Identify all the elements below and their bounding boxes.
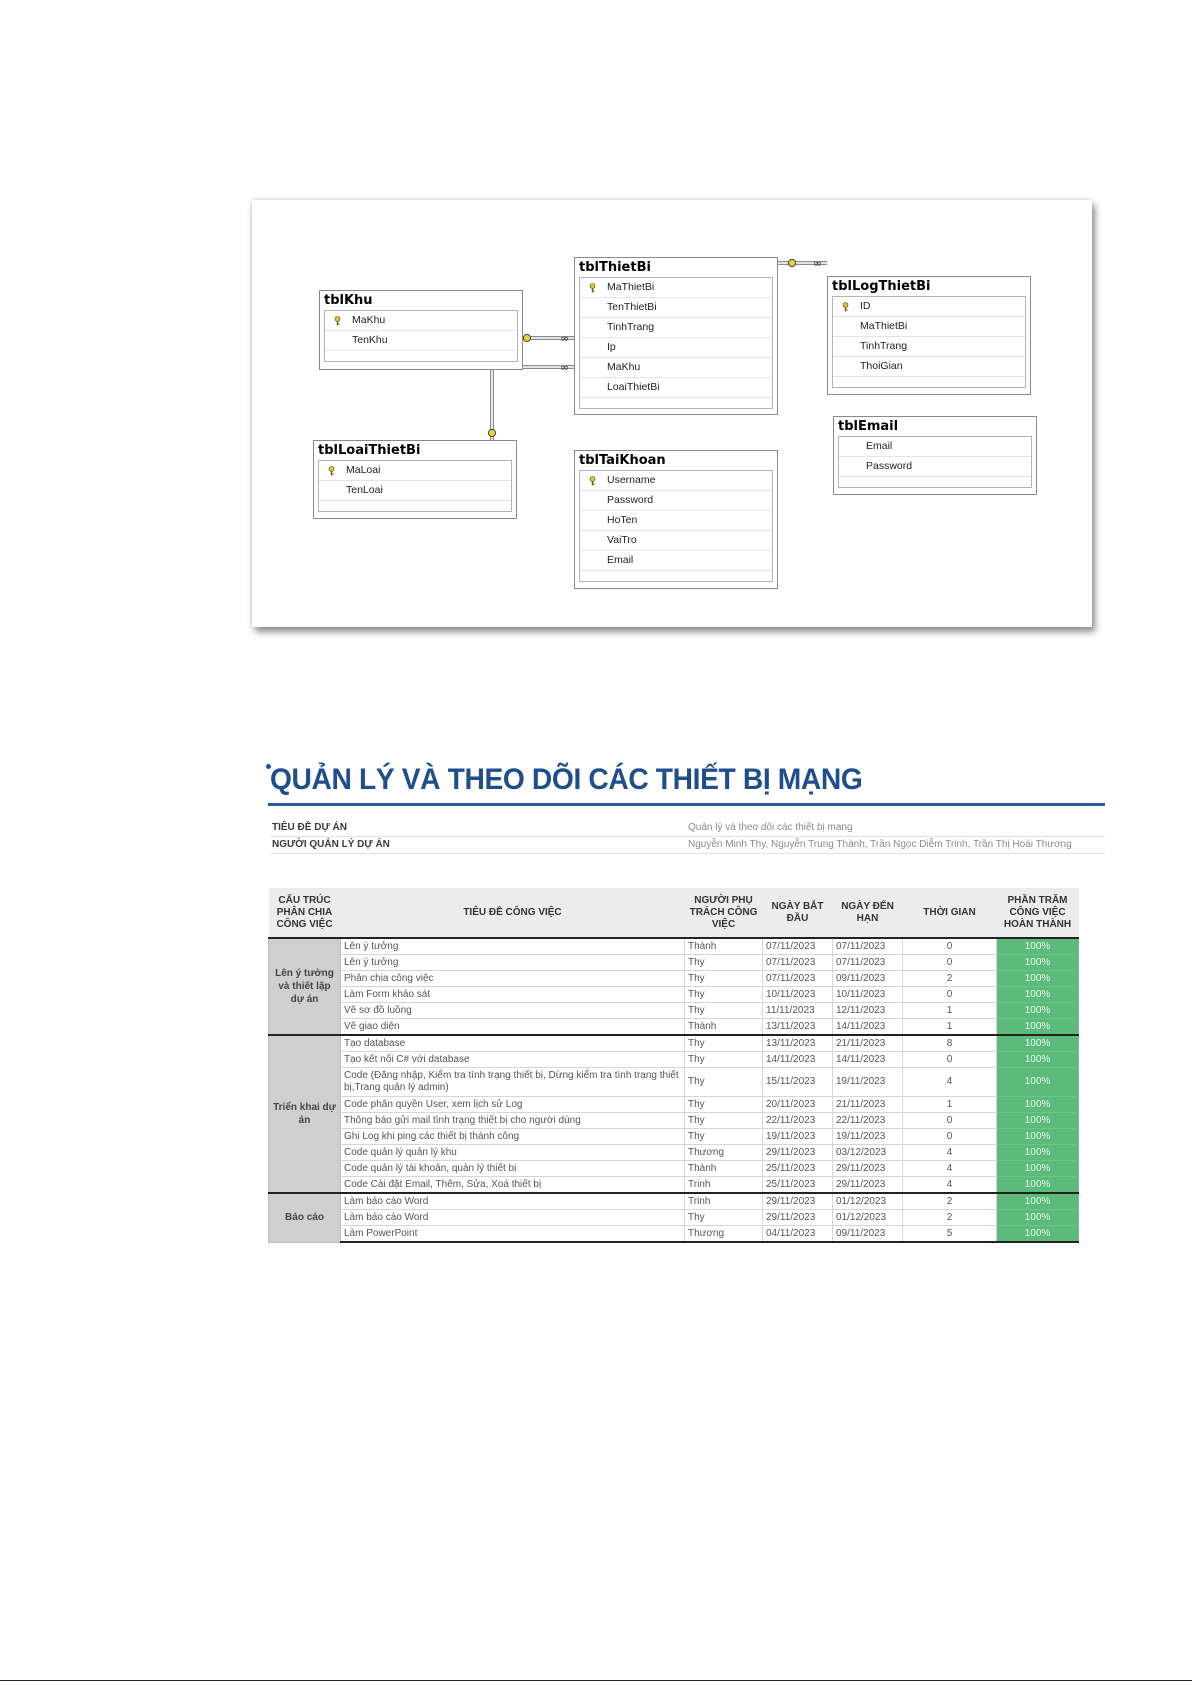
duration-cell: 4 bbox=[903, 1068, 997, 1097]
column-row bbox=[580, 491, 772, 511]
percent-complete-cell: 100% bbox=[997, 1210, 1079, 1226]
percent-complete-cell: 100% bbox=[997, 1019, 1079, 1036]
info-label: TIÊU ĐỀ DỰ ÁN bbox=[272, 822, 347, 833]
primary-key-icon bbox=[588, 476, 597, 486]
task-cell: Vẽ giao diện bbox=[341, 1019, 685, 1036]
owner-cell: Thy bbox=[685, 1035, 763, 1052]
column-label: LoaiThietBi bbox=[607, 381, 660, 393]
one-end-key-icon bbox=[523, 334, 530, 341]
column-label: ThoiGian bbox=[860, 360, 903, 372]
due-date-cell: 12/11/2023 bbox=[833, 1003, 903, 1019]
column-row bbox=[580, 551, 772, 571]
due-date-cell: 29/11/2023 bbox=[833, 1161, 903, 1177]
column-row bbox=[580, 318, 772, 338]
duration-cell: 1 bbox=[903, 1003, 997, 1019]
column-row bbox=[580, 511, 772, 531]
owner-cell: Thương bbox=[685, 1226, 763, 1243]
duration-cell: 0 bbox=[903, 938, 997, 955]
start-date-cell: 11/11/2023 bbox=[763, 1003, 833, 1019]
table-padding bbox=[833, 377, 1025, 387]
owner-cell: Thy bbox=[685, 955, 763, 971]
percent-complete-cell: 100% bbox=[997, 1052, 1079, 1068]
owner-cell: Thành bbox=[685, 1019, 763, 1036]
relationship-line bbox=[492, 367, 574, 440]
duration-cell: 2 bbox=[903, 1210, 997, 1226]
page-title: QUẢN LÝ VÀ THEO DÕI CÁC THIẾT BỊ MẠNG bbox=[270, 763, 863, 796]
table-columns bbox=[579, 470, 773, 582]
due-date-cell: 01/12/2023 bbox=[833, 1193, 903, 1210]
table-title: tblLogThietBi bbox=[832, 279, 931, 294]
table-header-row bbox=[269, 888, 1079, 938]
column-label: ID bbox=[860, 300, 871, 312]
start-date-cell: 25/11/2023 bbox=[763, 1161, 833, 1177]
table-padding bbox=[319, 501, 511, 511]
start-date-cell: 29/11/2023 bbox=[763, 1193, 833, 1210]
table-columns bbox=[324, 310, 518, 362]
owner-cell: Thy bbox=[685, 1068, 763, 1097]
owner-cell: Thy bbox=[685, 1003, 763, 1019]
duration-cell: 0 bbox=[903, 1129, 997, 1145]
table-padding bbox=[580, 398, 772, 408]
due-date-cell: 19/11/2023 bbox=[833, 1129, 903, 1145]
start-date-cell: 07/11/2023 bbox=[763, 938, 833, 955]
one-end-key-icon bbox=[488, 429, 495, 436]
many-end-infinity-icon: ∞ bbox=[813, 257, 823, 270]
duration-cell: 2 bbox=[903, 1193, 997, 1210]
table-columns bbox=[318, 460, 512, 512]
task-cell: Tạo database bbox=[341, 1035, 685, 1052]
due-date-cell: 19/11/2023 bbox=[833, 1068, 903, 1097]
owner-cell: Trinh bbox=[685, 1193, 763, 1210]
column-header-owner: NGƯỜI PHỤ TRÁCH CÔNG VIỆC bbox=[685, 888, 763, 938]
column-label: Email bbox=[866, 440, 893, 452]
due-date-cell: 09/11/2023 bbox=[833, 971, 903, 987]
column-label: VaiTro bbox=[607, 534, 637, 546]
table-padding bbox=[580, 571, 772, 581]
start-date-cell: 14/11/2023 bbox=[763, 1052, 833, 1068]
table-row bbox=[269, 1035, 1079, 1052]
table-title: tblTaiKhoan bbox=[579, 453, 666, 468]
info-label: NGƯỜI QUẢN LÝ DỰ ÁN bbox=[272, 839, 390, 850]
column-header-start: NGÀY BẮT ĐẦU bbox=[763, 888, 833, 938]
many-end-infinity-icon: ∞ bbox=[560, 332, 570, 345]
column-label: TenThietBi bbox=[607, 301, 657, 313]
column-header-percent: PHẦN TRĂM CÔNG VIỆC HOÀN THÀNH bbox=[997, 888, 1079, 938]
percent-complete-cell: 100% bbox=[997, 1145, 1079, 1161]
table-row bbox=[269, 1052, 1079, 1068]
owner-cell: Thy bbox=[685, 1129, 763, 1145]
title-underline bbox=[268, 803, 1105, 806]
due-date-cell: 21/11/2023 bbox=[833, 1035, 903, 1052]
column-label: Password bbox=[866, 460, 913, 472]
one-end-key-icon bbox=[788, 259, 795, 266]
percent-complete-cell: 100% bbox=[997, 1113, 1079, 1129]
table-row bbox=[269, 987, 1079, 1003]
start-date-cell: 13/11/2023 bbox=[763, 1019, 833, 1036]
column-label: Password bbox=[607, 494, 654, 506]
due-date-cell: 14/11/2023 bbox=[833, 1052, 903, 1068]
start-date-cell: 07/11/2023 bbox=[763, 971, 833, 987]
info-value: Nguyễn Minh Thy, Nguyễn Trung Thành, Trần Ngọc Diễm Trinh, Trần Thị Hoài Thương bbox=[688, 839, 1072, 850]
table-columns bbox=[838, 436, 1032, 488]
er-diagram bbox=[252, 200, 1092, 627]
percent-complete-cell: 100% bbox=[997, 1161, 1079, 1177]
column-row bbox=[839, 437, 1031, 457]
table-row bbox=[269, 1113, 1079, 1129]
column-label: TenKhu bbox=[352, 334, 388, 346]
column-row bbox=[580, 378, 772, 398]
table-tblKhu[interactable] bbox=[319, 290, 523, 370]
table-padding bbox=[325, 351, 517, 361]
table-row bbox=[269, 938, 1079, 955]
owner-cell: Thành bbox=[685, 938, 763, 955]
column-row bbox=[580, 358, 772, 378]
start-date-cell: 10/11/2023 bbox=[763, 987, 833, 1003]
table-tblEmail[interactable] bbox=[833, 416, 1037, 495]
start-date-cell: 29/11/2023 bbox=[763, 1210, 833, 1226]
task-cell: Vẽ sơ đồ luồng bbox=[341, 1003, 685, 1019]
owner-cell: Thy bbox=[685, 971, 763, 987]
table-row bbox=[269, 1210, 1079, 1226]
column-label: MaKhu bbox=[352, 314, 386, 326]
percent-complete-cell: 100% bbox=[997, 938, 1079, 955]
start-date-cell: 15/11/2023 bbox=[763, 1068, 833, 1097]
table-row bbox=[269, 1177, 1079, 1194]
task-cell: Thông báo gửi mail tình trạng thiết bị cho người dùng bbox=[341, 1113, 685, 1129]
table-row bbox=[269, 1129, 1079, 1145]
column-label: Username bbox=[607, 474, 656, 486]
primary-key-icon bbox=[327, 466, 336, 476]
primary-key-icon bbox=[333, 316, 342, 326]
percent-complete-cell: 100% bbox=[997, 1003, 1079, 1019]
task-cell: Ghi Log khi ping các thiết bị thành công bbox=[341, 1129, 685, 1145]
column-label: TenLoai bbox=[346, 484, 383, 496]
duration-cell: 0 bbox=[903, 987, 997, 1003]
group-cell: Báo cáo bbox=[269, 1193, 341, 1242]
table-tblLogThietBi[interactable] bbox=[827, 276, 1031, 395]
start-date-cell: 20/11/2023 bbox=[763, 1097, 833, 1113]
due-date-cell: 14/11/2023 bbox=[833, 1019, 903, 1036]
owner-cell: Thy bbox=[685, 1052, 763, 1068]
owner-cell: Thành bbox=[685, 1161, 763, 1177]
due-date-cell: 09/11/2023 bbox=[833, 1226, 903, 1243]
task-cell: Lên ý tưởng bbox=[341, 955, 685, 971]
table-row bbox=[269, 955, 1079, 971]
column-row bbox=[325, 331, 517, 351]
column-label: MaLoai bbox=[346, 464, 381, 476]
column-label: MaThietBi bbox=[860, 320, 908, 332]
column-row bbox=[580, 298, 772, 318]
start-date-cell: 29/11/2023 bbox=[763, 1145, 833, 1161]
table-row bbox=[269, 1193, 1079, 1210]
task-cell: Phân chia công việc bbox=[341, 971, 685, 987]
many-end-infinity-icon: ∞ bbox=[560, 361, 570, 374]
start-date-cell: 19/11/2023 bbox=[763, 1129, 833, 1145]
column-label: TinhTrang bbox=[860, 340, 908, 352]
column-row bbox=[833, 317, 1025, 337]
duration-cell: 5 bbox=[903, 1226, 997, 1243]
task-cell: Làm báo cáo Word bbox=[341, 1193, 685, 1210]
task-cell: Code Cài đặt Email, Thêm, Sửa, Xoá thiết bị bbox=[341, 1177, 685, 1194]
column-label: HoTen bbox=[607, 514, 638, 526]
task-cell: Làm báo cáo Word bbox=[341, 1210, 685, 1226]
due-date-cell: 07/11/2023 bbox=[833, 938, 903, 955]
group-cell: Triển khai dự án bbox=[269, 1035, 341, 1193]
table-row bbox=[269, 1097, 1079, 1113]
percent-complete-cell: 100% bbox=[997, 971, 1079, 987]
column-header-duration: THỜI GIAN bbox=[903, 888, 997, 938]
table-columns bbox=[832, 296, 1026, 388]
percent-complete-cell: 100% bbox=[997, 1226, 1079, 1243]
column-label: Ip bbox=[607, 341, 616, 353]
duration-cell: 0 bbox=[903, 955, 997, 971]
due-date-cell: 01/12/2023 bbox=[833, 1210, 903, 1226]
start-date-cell: 25/11/2023 bbox=[763, 1177, 833, 1194]
task-cell: Tạo kết nối C# với database bbox=[341, 1052, 685, 1068]
start-date-cell: 07/11/2023 bbox=[763, 955, 833, 971]
table-row bbox=[269, 1145, 1079, 1161]
column-row bbox=[325, 311, 517, 331]
table-tblThietBi[interactable] bbox=[574, 257, 778, 415]
relationship-line-inner bbox=[492, 367, 574, 440]
start-date-cell: 04/11/2023 bbox=[763, 1226, 833, 1243]
due-date-cell: 22/11/2023 bbox=[833, 1113, 903, 1129]
task-cell: Làm Form khảo sát bbox=[341, 987, 685, 1003]
column-label: TinhTrang bbox=[607, 321, 655, 333]
task-cell: Code (Đăng nhập, Kiểm tra tình trạng thiết bị, Dừng kiểm tra tình trạng thiết bị,Trang quản lý admin) bbox=[341, 1068, 685, 1097]
column-header-task: TIÊU ĐỀ CÔNG VIỆC bbox=[341, 888, 685, 938]
table-tblLoaiThietBi[interactable] bbox=[313, 440, 517, 519]
percent-complete-cell: 100% bbox=[997, 987, 1079, 1003]
start-date-cell: 13/11/2023 bbox=[763, 1035, 833, 1052]
task-cell: Làm PowerPoint bbox=[341, 1226, 685, 1243]
column-row bbox=[580, 278, 772, 298]
duration-cell: 4 bbox=[903, 1161, 997, 1177]
table-title: tblLoaiThietBi bbox=[318, 443, 421, 458]
duration-cell: 1 bbox=[903, 1097, 997, 1113]
column-row bbox=[319, 481, 511, 501]
column-label: Email bbox=[607, 554, 634, 566]
owner-cell: Thy bbox=[685, 1113, 763, 1129]
group-cell: Lên ý tưởng và thiết lập dự án bbox=[269, 938, 341, 1035]
task-cell: Lên ý tưởng bbox=[341, 938, 685, 955]
table-row bbox=[269, 1019, 1079, 1036]
start-date-cell: 22/11/2023 bbox=[763, 1113, 833, 1129]
table-title: tblEmail bbox=[838, 419, 899, 434]
owner-cell: Trinh bbox=[685, 1177, 763, 1194]
owner-cell: Thy bbox=[685, 1210, 763, 1226]
table-row bbox=[269, 1226, 1079, 1243]
percent-complete-cell: 100% bbox=[997, 955, 1079, 971]
duration-cell: 0 bbox=[903, 1113, 997, 1129]
owner-cell: Thy bbox=[685, 987, 763, 1003]
table-row bbox=[269, 971, 1079, 987]
percent-complete-cell: 100% bbox=[997, 1097, 1079, 1113]
primary-key-icon bbox=[588, 283, 597, 293]
column-row bbox=[580, 338, 772, 358]
duration-cell: 8 bbox=[903, 1035, 997, 1052]
percent-complete-cell: 100% bbox=[997, 1177, 1079, 1194]
primary-key-icon bbox=[841, 302, 850, 312]
column-row bbox=[833, 337, 1025, 357]
info-value: Quản lý và theo dõi các thiết bị mạng bbox=[688, 822, 853, 833]
task-cell: Code phân quyền User, xem lịch sử Log bbox=[341, 1097, 685, 1113]
table-title: tblThietBi bbox=[579, 260, 651, 275]
table-columns bbox=[579, 277, 773, 409]
due-date-cell: 07/11/2023 bbox=[833, 955, 903, 971]
duration-cell: 0 bbox=[903, 1052, 997, 1068]
column-row bbox=[833, 297, 1025, 317]
project-title-row bbox=[270, 820, 1105, 837]
column-row bbox=[580, 471, 772, 491]
duration-cell: 4 bbox=[903, 1177, 997, 1194]
due-date-cell: 10/11/2023 bbox=[833, 987, 903, 1003]
column-row bbox=[833, 357, 1025, 377]
table-row bbox=[269, 1068, 1079, 1097]
due-date-cell: 03/12/2023 bbox=[833, 1145, 903, 1161]
page-bottom-rule bbox=[0, 1680, 1192, 1681]
column-row bbox=[580, 531, 772, 551]
table-row bbox=[269, 1161, 1079, 1177]
column-label: MaKhu bbox=[607, 361, 641, 373]
column-label: MaThietBi bbox=[607, 281, 655, 293]
duration-cell: 1 bbox=[903, 1019, 997, 1036]
table-title: tblKhu bbox=[324, 293, 373, 308]
duration-cell: 2 bbox=[903, 971, 997, 987]
due-date-cell: 29/11/2023 bbox=[833, 1177, 903, 1194]
column-header-structure: CẤU TRÚC PHÂN CHIA CÔNG VIỆC bbox=[269, 888, 341, 938]
table-row bbox=[269, 1003, 1079, 1019]
task-cell: Code quản lý quản lý khu bbox=[341, 1145, 685, 1161]
owner-cell: Thy bbox=[685, 1097, 763, 1113]
task-table-body bbox=[269, 938, 1079, 1242]
column-row bbox=[839, 457, 1031, 477]
percent-complete-cell: 100% bbox=[997, 1035, 1079, 1052]
table-padding bbox=[839, 477, 1031, 487]
owner-cell: Thương bbox=[685, 1145, 763, 1161]
duration-cell: 4 bbox=[903, 1145, 997, 1161]
column-row bbox=[319, 461, 511, 481]
task-cell: Code quản lý tài khoản, quản lý thiết bị bbox=[341, 1161, 685, 1177]
percent-complete-cell: 100% bbox=[997, 1068, 1079, 1097]
due-date-cell: 21/11/2023 bbox=[833, 1097, 903, 1113]
column-header-due: NGÀY ĐẾN HẠN bbox=[833, 888, 903, 938]
percent-complete-cell: 100% bbox=[997, 1129, 1079, 1145]
project-manager-row bbox=[270, 837, 1105, 854]
table-tblTaiKhoan[interactable] bbox=[574, 450, 778, 589]
percent-complete-cell: 100% bbox=[997, 1193, 1079, 1210]
task-table bbox=[268, 888, 1079, 1243]
